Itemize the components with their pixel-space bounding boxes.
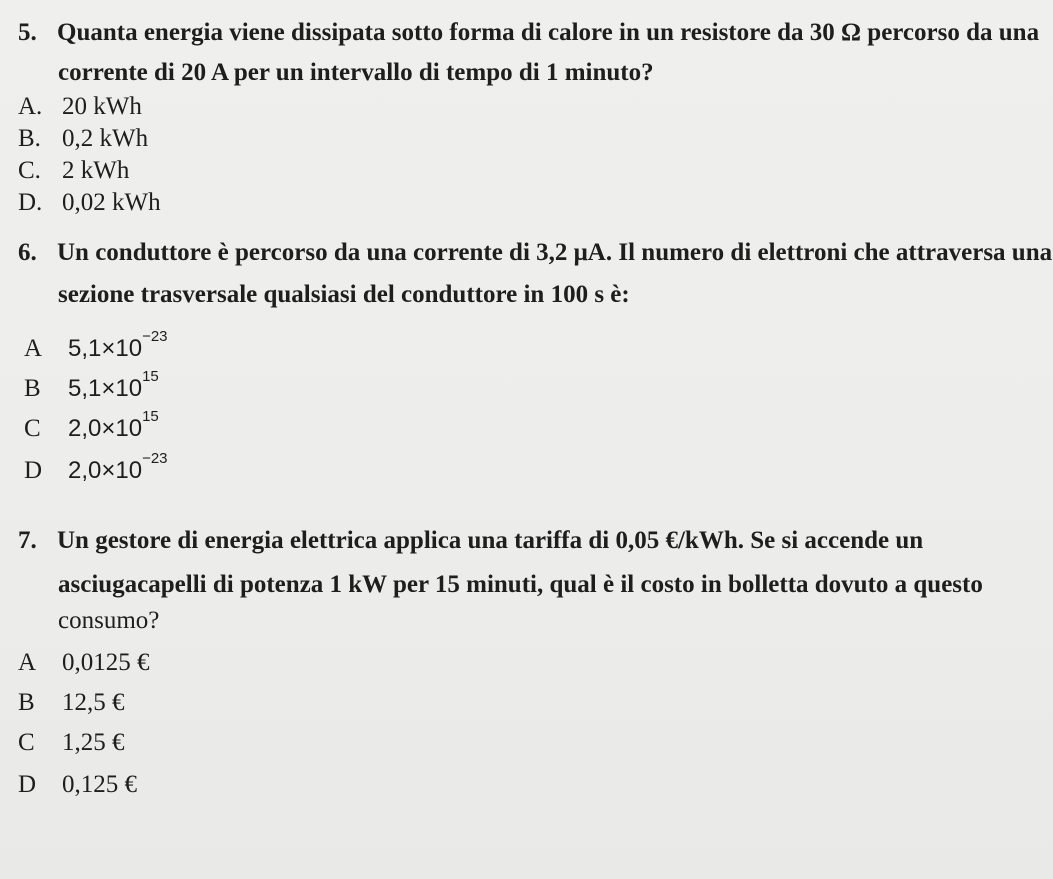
question-6-option-d: [24, 450, 168, 486]
option-letter: C.: [18, 157, 41, 184]
option-exponent: −23: [142, 328, 168, 345]
question-5-option-c: [18, 156, 129, 186]
question-7-line-2: asciugacapelli di potenza 1 kW per 15 minuti, qual è il costo in bolletta dovuto a questo: [58, 571, 983, 598]
question-7-option-b: [18, 688, 125, 718]
option-value: [68, 450, 168, 484]
question-7-text-1: Un gestore di energia elettrica applica una tariffa di 0,05 €/kWh. Se si accende un: [57, 527, 924, 554]
option-exponent: 15: [142, 408, 159, 425]
option-value: [68, 368, 159, 402]
question-6-number: 6.: [18, 239, 37, 266]
option-letter: B: [18, 689, 35, 716]
option-letter: D.: [18, 189, 43, 216]
question-5-line-2: corrente di 20 A per un intervallo di tempo di 1 minuto?: [58, 59, 654, 86]
option-text: 0,0125 €: [62, 649, 150, 676]
question-6-option-a: [24, 328, 168, 364]
question-5-option-a: [18, 92, 142, 122]
option-mantissa: 5,1×10: [68, 335, 143, 362]
question-5-option-d: [18, 188, 161, 218]
option-text: 20 kWh: [62, 93, 142, 120]
question-6-line-2: sezione trasversale qualsiasi del conduttore in 100 s è:: [58, 281, 630, 308]
question-7-line-3: consumo?: [58, 607, 160, 634]
option-mantissa: 2,0×10: [68, 457, 143, 484]
question-7-option-d: [18, 770, 137, 800]
question-5-text-1: Quanta energia viene dissipata sotto forma di calore in un resistore da 30 Ω percorso da una: [57, 19, 1040, 46]
option-letter: A: [24, 335, 43, 362]
option-letter: A: [18, 649, 37, 676]
question-5-line-1: [18, 18, 1039, 48]
option-exponent: −23: [142, 450, 168, 467]
option-letter: D: [18, 771, 37, 798]
option-letter: D: [24, 457, 43, 484]
option-text: 0,02 kWh: [62, 189, 161, 216]
option-value: [68, 408, 159, 442]
option-letter: B.: [18, 125, 41, 152]
question-5-option-b: [18, 124, 148, 154]
option-mantissa: 5,1×10: [68, 375, 143, 402]
option-text: 0,2 kWh: [62, 125, 149, 152]
option-text: 2 kWh: [62, 157, 130, 184]
option-text: 0,125 €: [62, 771, 137, 798]
option-letter: B: [24, 375, 41, 402]
option-text: 1,25 €: [62, 729, 125, 756]
question-7-line-1: [18, 526, 923, 556]
question-7-option-a: [18, 648, 150, 678]
question-5-number: 5.: [18, 19, 37, 46]
question-6-text-1: Un conduttore è percorso da una corrente di 3,2 μA. Il numero di elettroni che attraversa una: [57, 239, 1053, 266]
option-value: [68, 328, 168, 362]
question-7-number: 7.: [18, 527, 37, 554]
question-6-line-1: [18, 238, 1052, 268]
option-text: 12,5 €: [62, 689, 125, 716]
question-6-option-c: [24, 408, 159, 444]
option-letter: C: [18, 729, 35, 756]
question-7-option-c: [18, 728, 125, 758]
option-mantissa: 2,0×10: [68, 415, 143, 442]
option-exponent: 15: [142, 368, 159, 385]
option-letter: C: [24, 415, 41, 442]
option-letter: A.: [18, 93, 43, 120]
question-6-option-b: [24, 368, 159, 404]
